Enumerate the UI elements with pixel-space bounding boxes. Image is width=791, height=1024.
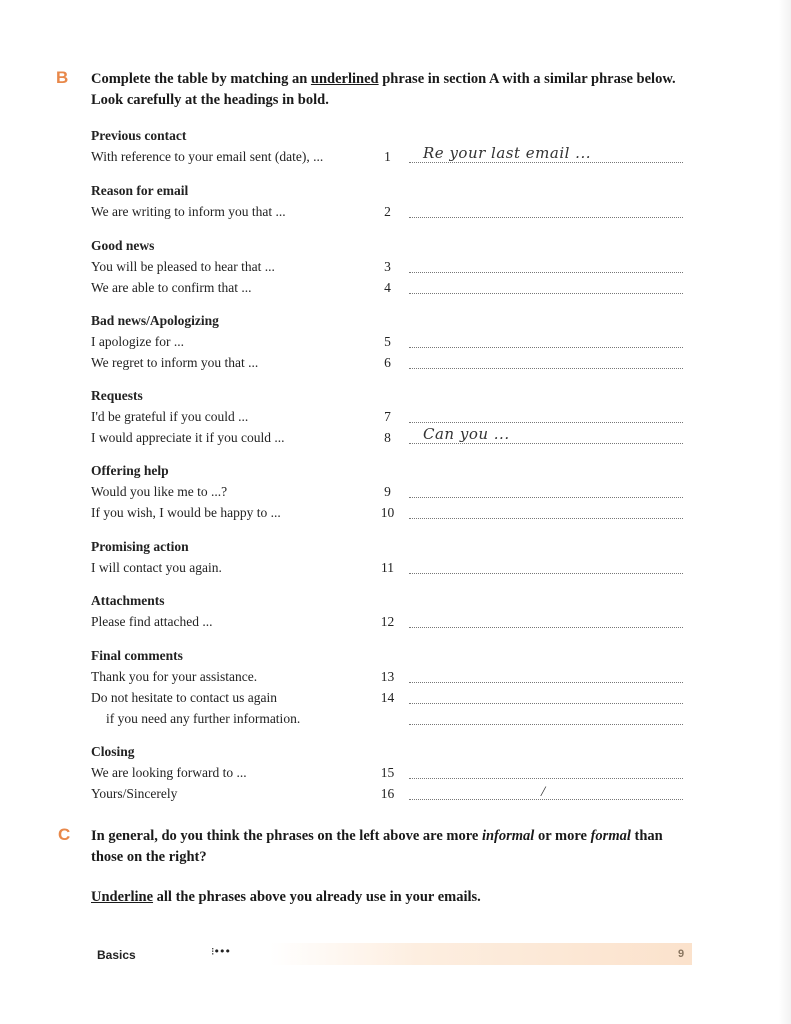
slash-separator: / xyxy=(541,784,546,800)
answer-blank[interactable] xyxy=(409,409,683,423)
item-number: 16 xyxy=(380,786,395,801)
group-heading: Attachments xyxy=(91,593,165,608)
group xyxy=(91,590,691,632)
phrase-text: if you need any further information. xyxy=(106,711,301,726)
phrase-text: I apologize for ... xyxy=(91,334,184,349)
phrase-text: Do not hesitate to contact us again xyxy=(91,690,277,705)
group xyxy=(91,235,691,298)
handwritten-answer: Can you ... xyxy=(423,425,510,443)
phrase-text: I will contact you again. xyxy=(91,560,222,575)
phrase-text: Yours/Sincerely xyxy=(91,786,178,801)
phrase-text: We are able to confirm that ... xyxy=(91,280,252,295)
table-row xyxy=(91,666,691,687)
table-row xyxy=(91,611,691,632)
table-row xyxy=(91,256,691,277)
page-number: 9 xyxy=(678,948,685,960)
group xyxy=(91,645,691,729)
item-number: 4 xyxy=(384,280,391,295)
section-c-question: In general, do you think the phrases on the left above are more informal or more formal than those on the right? xyxy=(91,828,663,865)
item-number: 2 xyxy=(384,204,391,219)
phrase-text: With reference to your email sent (date), ... xyxy=(91,149,324,164)
group xyxy=(91,741,691,804)
section-c-letter: C xyxy=(58,825,71,844)
group-heading: Requests xyxy=(91,388,143,403)
phrase-text: We are writing to inform you that ... xyxy=(91,204,286,219)
item-number: 1 xyxy=(384,149,391,164)
answer-blank[interactable] xyxy=(409,505,683,519)
section-b-instruction: Complete the table by matching an underlined phrase in section A with a similar phrase below. Look carefully at the headings in bold. xyxy=(91,71,676,108)
section-b-letter: B xyxy=(56,68,69,87)
phrase-text: We regret to inform you that ... xyxy=(91,355,259,370)
table-row xyxy=(91,331,691,352)
table-row xyxy=(91,502,691,523)
section-c-task: Underline all the phrases above you already use in your emails. xyxy=(91,889,481,905)
item-number: 3 xyxy=(384,259,391,274)
table-row xyxy=(91,406,691,427)
item-number: 7 xyxy=(384,409,391,424)
table-row xyxy=(91,481,691,502)
phrase-text: You will be pleased to hear that ... xyxy=(91,259,275,274)
answer-blank[interactable] xyxy=(409,204,683,218)
answer-blank[interactable] xyxy=(409,614,683,628)
answer-blank[interactable] xyxy=(409,786,683,800)
phrase-text: I would appreciate it if you could ... xyxy=(91,430,285,445)
group-heading: Final comments xyxy=(91,648,183,663)
item-number: 15 xyxy=(380,765,395,780)
item-number: 8 xyxy=(384,430,391,445)
answer-blank[interactable] xyxy=(409,560,683,574)
phrase-text: Please find attached ... xyxy=(91,614,213,629)
phrase-text: I'd be grateful if you could ... xyxy=(91,409,249,424)
item-number: 11 xyxy=(381,560,394,575)
table-row xyxy=(91,201,691,222)
group-heading: Good news xyxy=(91,238,155,253)
table-row xyxy=(91,783,691,804)
dots-arrow-icon: ⁝••• xyxy=(211,945,230,958)
item-number: 10 xyxy=(380,505,395,520)
table-row xyxy=(91,762,691,783)
group-heading: Offering help xyxy=(91,463,169,478)
item-number: 9 xyxy=(384,484,391,499)
group xyxy=(91,125,691,167)
footer-band xyxy=(270,943,692,965)
answer-blank[interactable] xyxy=(409,280,683,294)
group-heading: Promising action xyxy=(91,539,189,554)
item-number: 6 xyxy=(384,355,391,370)
answer-blank[interactable] xyxy=(409,765,683,779)
group-heading: Bad news/Apologizing xyxy=(91,313,219,328)
item-number: 5 xyxy=(384,334,391,349)
phrase-text: Would you like me to ...? xyxy=(91,484,228,499)
group-heading: Reason for email xyxy=(91,183,189,198)
group-heading: Closing xyxy=(91,744,135,759)
group xyxy=(91,536,691,578)
answer-blank[interactable] xyxy=(409,711,683,725)
answer-blank[interactable] xyxy=(409,669,683,683)
group xyxy=(91,460,691,523)
phrase-text: If you wish, I would be happy to ... xyxy=(91,505,281,520)
table-row xyxy=(91,277,691,298)
underlined-word: underlined xyxy=(310,71,379,87)
table-row xyxy=(91,146,691,167)
table-row xyxy=(91,352,691,373)
table-row xyxy=(91,687,691,708)
item-number: 12 xyxy=(380,614,395,629)
group xyxy=(91,180,691,222)
page-edge-shadow xyxy=(779,0,791,1024)
footer-label: Basics xyxy=(97,948,136,962)
phrase-text: We are looking forward to ... xyxy=(91,765,247,780)
answer-blank[interactable] xyxy=(409,259,683,273)
item-number: 13 xyxy=(380,669,395,684)
group xyxy=(91,385,691,448)
table-row xyxy=(91,427,691,448)
handwritten-answer: Re your last email ... xyxy=(423,144,591,162)
answer-blank[interactable] xyxy=(409,334,683,348)
item-number: 14 xyxy=(380,690,395,705)
table-row xyxy=(91,708,691,729)
answer-blank[interactable] xyxy=(409,484,683,498)
phrase-text: Thank you for your assistance. xyxy=(91,669,258,684)
group-heading: Previous contact xyxy=(91,128,187,143)
table-row xyxy=(91,557,691,578)
answer-blank[interactable] xyxy=(409,355,683,369)
group xyxy=(91,310,691,373)
answer-blank[interactable] xyxy=(409,690,683,704)
